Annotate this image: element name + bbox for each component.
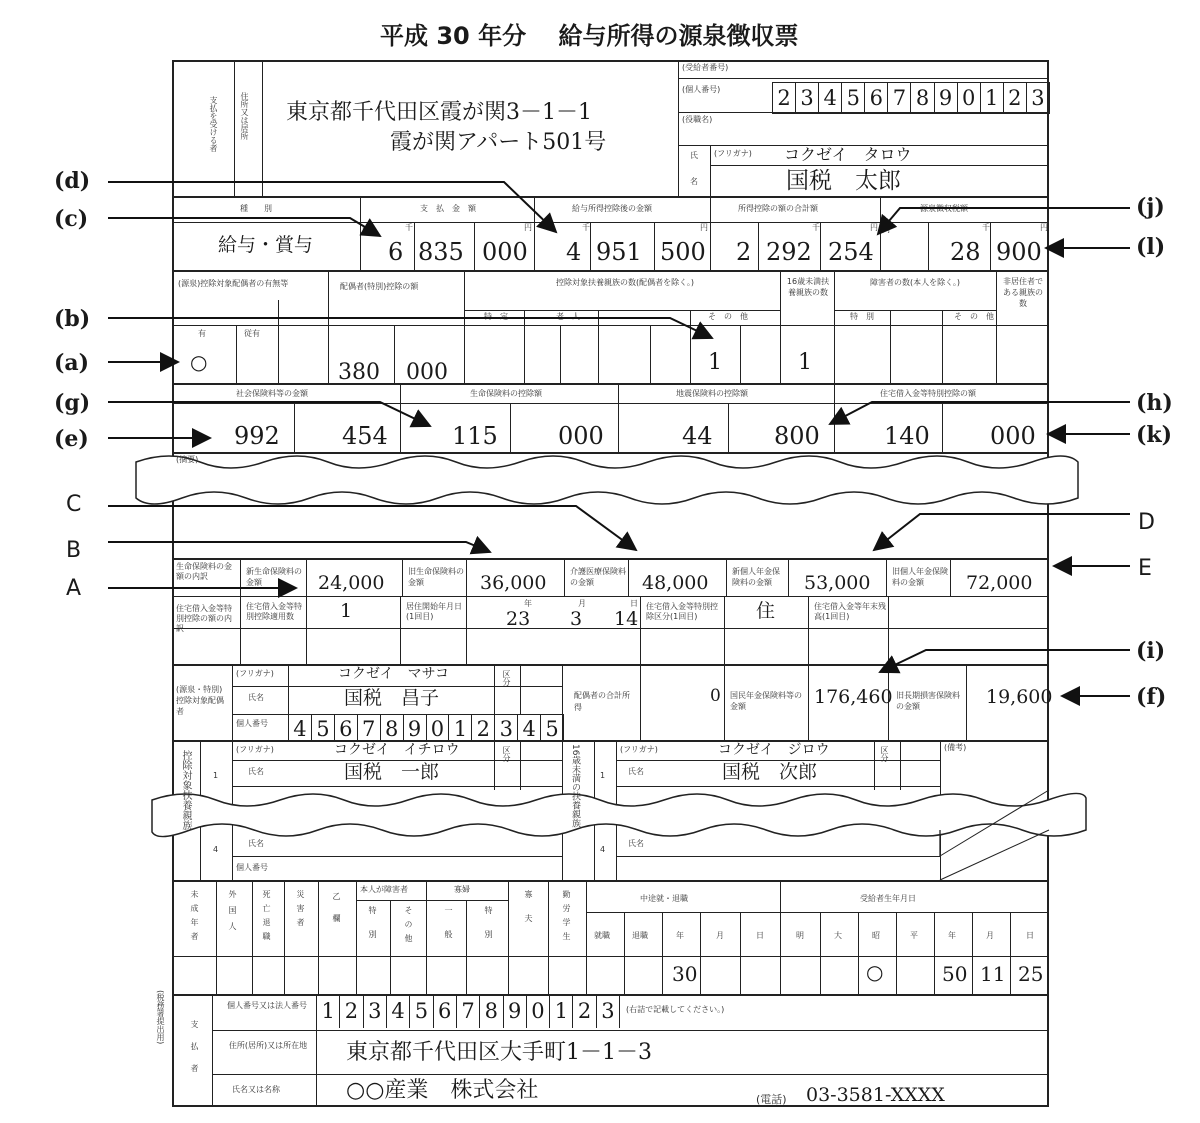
- inner-label-2: 内: [882, 225, 890, 234]
- payer-number-digit: 3: [364, 996, 387, 1028]
- foreigner-label: 外国人: [228, 890, 237, 938]
- old-life-label: 旧生命保険料の金額: [408, 567, 464, 587]
- marker-f: (f): [1136, 684, 1167, 710]
- mid-nen-label: 年: [676, 931, 684, 940]
- spouse-number-digit: 5: [545, 717, 559, 741]
- recipient-number-digit: 4: [819, 83, 842, 113]
- marker-h: (h): [1136, 390, 1173, 416]
- payer-number-digit: 7: [457, 996, 480, 1028]
- recipient-number-digit: 2: [773, 83, 796, 113]
- yen-label-4: 円: [1040, 223, 1048, 232]
- spouse-income: 0: [710, 686, 721, 706]
- other-disabled-label: そ の 他: [954, 312, 994, 321]
- type-header: 種 別: [240, 204, 272, 213]
- payer-name-label: 氏名又は名称: [232, 1085, 280, 1094]
- payer-number-note: (右詰で記載してください。): [626, 1005, 725, 1014]
- address-label: 住所又は居所: [240, 92, 249, 140]
- u16-name: 国税 次郎: [722, 761, 818, 783]
- yakushoku-label: (役職名): [682, 115, 713, 124]
- dep1-furigana-label: (フリガナ): [236, 745, 274, 754]
- earthquake-insurance-label: 地震保険料の控除額: [676, 389, 748, 398]
- deduct-units: 254: [828, 238, 874, 266]
- recipient-number-digit: 0: [958, 83, 981, 113]
- care-label: 介護医療保険料の金額: [570, 567, 626, 587]
- dep4-index: 4: [213, 845, 219, 854]
- earthquake-thousands: 44: [682, 422, 713, 450]
- birth-nen-label: 年: [948, 931, 956, 940]
- birth-hi-label: 日: [1026, 931, 1034, 940]
- spouse-deduction-units: 000: [406, 360, 448, 385]
- widow-label: 寡婦: [454, 885, 470, 894]
- marker-i: (i): [1136, 638, 1166, 664]
- marker-b: (b): [54, 306, 91, 332]
- payer-number-digit: 1: [550, 996, 573, 1028]
- payer-number-digit: 8: [480, 996, 503, 1028]
- payer-number-digit: 2: [573, 996, 596, 1028]
- dep1-furigana: コクゼイ イチロウ: [334, 742, 460, 758]
- form-title: 平成 30 年分 給与所得の源泉徴収票: [380, 22, 799, 50]
- after-units: 500: [660, 238, 706, 266]
- dependent-section-label: 控除対象扶養親族: [180, 750, 191, 830]
- general-label: 一般: [444, 906, 453, 954]
- dep1-name-label: 氏名: [248, 767, 264, 776]
- kojin-label: (個人番号): [682, 85, 721, 94]
- spouse-name: 国税 昌子: [344, 687, 440, 709]
- new-pension-label: 新個人年金保険料の金額: [732, 567, 780, 587]
- recipient-number-digit: 3: [1031, 86, 1045, 110]
- payment-millions: 6: [388, 238, 404, 266]
- tekiyo-label: (摘要): [176, 455, 199, 464]
- spouse-number-digit: 2: [472, 714, 495, 740]
- spouse-section-label: (源泉・特別)控除対象配偶者: [176, 685, 224, 716]
- recipient-number-digit: 2: [1004, 83, 1027, 113]
- spouse-number-digit: 4: [518, 714, 541, 740]
- yen-label-3: 円: [870, 223, 878, 232]
- social-insurance-units: 454: [342, 422, 388, 450]
- special-disabled-label: 特 別: [850, 312, 874, 321]
- payer-number-digit: 1: [317, 996, 340, 1028]
- housing-units: 000: [990, 422, 1036, 450]
- arrow-j: [878, 208, 1130, 234]
- after-deduction-header: 給与所得控除後の金額: [572, 204, 652, 213]
- old-life-amount: 36,000: [480, 572, 547, 594]
- midyear-year: 30: [672, 962, 698, 986]
- yen-label: 円: [524, 223, 532, 232]
- heisei-label: 平: [910, 931, 918, 940]
- recipient-number-digit: 5: [842, 83, 865, 113]
- housing-balance-label: 住宅借入金等年末残高(1回目): [814, 602, 886, 621]
- spouse-number-digit: 0: [427, 714, 450, 740]
- life-insurance-units: 000: [558, 422, 604, 450]
- spouse-furigana: コクゼイ マサコ: [338, 666, 450, 682]
- spouse-number-digit: 9: [404, 714, 427, 740]
- payee-label: 支払を受ける者: [209, 96, 218, 152]
- marker-l: (l): [1136, 234, 1166, 260]
- tsuki-label: 月: [578, 599, 586, 608]
- arrow-D: [874, 514, 1130, 550]
- tax-header: 源泉徴収税額: [920, 204, 968, 213]
- midyear-label: 中途就・退職: [640, 894, 688, 903]
- after-thousands: 951: [596, 238, 642, 266]
- mid-tsuki-label: 月: [716, 931, 724, 940]
- spouse-deduction-thousands: 380: [338, 360, 380, 385]
- life-insurance-thousands: 115: [452, 422, 498, 450]
- jukyusha-label: (受給者番号): [682, 63, 729, 72]
- death-label: 死亡退職: [262, 890, 271, 946]
- arrow-d: [108, 182, 556, 232]
- minor-label: 未成年者: [190, 890, 199, 946]
- furigana-label: (フリガナ): [714, 149, 752, 158]
- spouse-name-label: 氏名: [248, 693, 264, 702]
- move-in-label: 居住開始年月日(1回目): [406, 602, 462, 621]
- recipient-address-2: 霞が関アパート501号: [390, 130, 607, 155]
- special-status-label: 特別: [368, 906, 377, 954]
- arrow-c: [108, 218, 380, 236]
- recipient-number-digit: 3: [796, 83, 819, 113]
- social-insurance-thousands: 992: [234, 422, 280, 450]
- biko-label: (備考): [944, 743, 967, 752]
- special2-label: 特別: [484, 906, 493, 954]
- birth-tsuki-label: 月: [986, 931, 994, 940]
- payer-number-label: 個人番号又は法人番号: [227, 1001, 307, 1010]
- tax-units: 900: [996, 238, 1042, 266]
- birth-label: 受給者生年月日: [860, 894, 916, 903]
- marker-E: E: [1138, 556, 1152, 581]
- payer-tel-label: (電話): [756, 1093, 787, 1106]
- yen-label-2: 円: [700, 223, 708, 232]
- payer-number-digit: 5: [410, 996, 433, 1028]
- hi-label: 日: [630, 599, 638, 608]
- old-pension-amount: 72,000: [966, 572, 1033, 594]
- marker-D: D: [1138, 510, 1155, 535]
- marker-j: (j): [1136, 194, 1165, 220]
- after-millions: 4: [566, 238, 582, 266]
- dep1-index: 1: [213, 771, 219, 780]
- self-disabled-label: 本人が障害者: [360, 885, 408, 894]
- old-longterm-amount: 19,600: [986, 686, 1053, 708]
- arrow-g: [108, 402, 430, 426]
- arrow-h: [830, 402, 1130, 424]
- under16-section-label: 16歳未満の扶養親族: [570, 744, 580, 828]
- earthquake-units: 800: [774, 422, 820, 450]
- payer-number-digit: 6: [434, 996, 457, 1028]
- inner-label: 内: [362, 225, 370, 234]
- marker-a: (a): [54, 350, 90, 376]
- new-pension-amount: 53,000: [804, 572, 871, 594]
- deduct-millions: 2: [736, 238, 752, 266]
- spouse-number-digit: 5: [312, 714, 335, 740]
- payment-thousands: 835: [418, 238, 464, 266]
- payer-address-label: 住所(居所)又は所在地: [228, 1041, 308, 1050]
- life-breakdown-label: 生命保険料の金額の内訳: [176, 562, 232, 581]
- housing-breakdown-label: 住宅借入金等特別控除の額の内訳: [176, 604, 232, 633]
- sen-label: 千: [405, 223, 413, 232]
- payer-address: 東京都千代田区大手町1－1－3: [346, 1040, 652, 1065]
- payer-number-digit: 9: [504, 996, 527, 1028]
- spouse-number-digit: 8: [381, 714, 404, 740]
- nonresident-label: 非居住者である親族の数: [1003, 277, 1043, 308]
- marker-d: (d): [54, 168, 91, 194]
- recipient-number-digit: 1: [981, 83, 1004, 113]
- income-type: 給与・賞与: [218, 234, 314, 256]
- showa-label: 昭: [872, 931, 880, 940]
- recipient-number-digit: 7: [888, 83, 911, 113]
- arrow-C: [108, 506, 636, 550]
- marker-C: C: [66, 492, 82, 517]
- recipient-furigana: コクゼイ タロウ: [784, 145, 912, 164]
- national-pension-amount: 176,460: [814, 686, 893, 708]
- recipient-number-digit: 9: [935, 83, 958, 113]
- arrow-b: [108, 318, 712, 338]
- spouse-number-digit: 6: [335, 714, 358, 740]
- new-life-amount: 24,000: [318, 572, 385, 594]
- housing-kubun-label: 住宅借入金等特別控除区分(1回目): [646, 602, 718, 621]
- spouse-presence-label: (源泉)控除対象配偶者の有無等: [178, 279, 289, 288]
- u16-name-label-4: 氏名: [628, 839, 644, 848]
- u16-name-label: 氏名: [628, 767, 644, 776]
- marker-g: (g): [54, 390, 91, 416]
- taisho-label: 大: [834, 931, 842, 940]
- marker-k: (k): [1136, 422, 1173, 448]
- u16-index: 1: [600, 771, 606, 780]
- move-in-day: 14: [614, 608, 639, 630]
- payer-name: ○○産業 株式会社: [346, 1078, 539, 1103]
- payer-tel: 03-3581-XXXX: [806, 1084, 945, 1106]
- other-status-label: その他: [404, 906, 413, 948]
- special-label: 特 定: [484, 312, 508, 321]
- u16-kubun-label: 区分: [880, 746, 889, 762]
- move-in-month: 3: [570, 608, 583, 630]
- under16-count: 1: [798, 350, 812, 375]
- old-label: 従有: [244, 329, 260, 338]
- dep1-kubun-label: 区分: [502, 746, 511, 762]
- spouse-number-label: 個人番号: [236, 719, 268, 728]
- arrow-B: [108, 542, 490, 552]
- social-insurance-label: 社会保険料等の金額: [236, 389, 308, 398]
- housing-count-label: 住宅借入金等特別控除適用数: [246, 602, 302, 621]
- life-insurance-label: 生命保険料の控除額: [470, 389, 542, 398]
- spouse-income-label: 配偶者の合計所得: [574, 691, 630, 712]
- student-label: 勤労学生: [562, 890, 571, 946]
- national-pension-label: 国民年金保険料等の金額: [730, 691, 802, 711]
- care-amount: 48,000: [642, 572, 709, 594]
- spouse-number-digit: 1: [449, 714, 472, 740]
- under16-label: 16歳未満扶養親族の数: [786, 277, 830, 297]
- sen-label-2: 千: [582, 223, 590, 232]
- other-dep-label: そ の 他: [708, 312, 748, 321]
- shushoku-label: 就職: [594, 931, 610, 940]
- other-dependents-count: 1: [708, 350, 722, 375]
- spouse-special-label: 配偶者(特別)控除の額: [340, 282, 419, 291]
- sen-label-3: 千: [812, 223, 820, 232]
- spouse-number-digit: 3: [495, 714, 518, 740]
- payment-header: 支 払 金 額: [420, 204, 476, 213]
- payer-side-note: (税務署提出用): [156, 990, 165, 1045]
- recipient-number-digit: 6: [865, 83, 888, 113]
- dep4-number-label: 個人番号: [236, 863, 268, 872]
- u16-index-4: 4: [600, 845, 606, 854]
- arrow-i: [880, 650, 1130, 672]
- u16-furigana-label: (フリガナ): [620, 745, 658, 754]
- marker-c: (c): [54, 206, 89, 232]
- housing-count: 1: [340, 600, 353, 622]
- spouse-furigana-label: (フリガナ): [236, 669, 274, 678]
- payer-number-digit: 2: [340, 996, 363, 1028]
- disabled-label: 障害者の数(本人を除く。): [869, 278, 961, 287]
- housing-thousands: 140: [884, 422, 930, 450]
- birth-month: 11: [980, 962, 1006, 986]
- u16-furigana: コクゼイ ジロウ: [718, 742, 830, 758]
- housing-kubun: 住: [756, 600, 776, 622]
- mei-label: 名: [690, 177, 698, 186]
- old-dep-label: 老 人: [556, 312, 580, 321]
- spouse-circle: ○: [190, 350, 208, 374]
- marker-A: A: [66, 576, 82, 601]
- shi-label: 氏: [690, 151, 698, 160]
- disaster-label: 災害者: [296, 890, 305, 932]
- meiji-label: 明: [796, 931, 804, 940]
- dep1-name: 国税 一郎: [344, 761, 440, 783]
- has-label: 有: [198, 329, 206, 338]
- marker-B: B: [66, 538, 82, 563]
- recipient-address-1: 東京都千代田区霞が関3－1－1: [286, 100, 592, 125]
- tax-thousands: 28: [950, 238, 981, 266]
- showa-circle: ○: [866, 960, 884, 984]
- payer-number-digit: 0: [527, 996, 550, 1028]
- otsu-label: 乙欄: [332, 892, 341, 936]
- old-pension-label: 旧個人年金保険料の金額: [892, 567, 948, 587]
- recipient-number-digit: 8: [911, 83, 934, 113]
- old-longterm-label: 旧長期損害保険料の金額: [896, 691, 960, 711]
- payment-units: 000: [482, 238, 528, 266]
- spouse-kubun-label: 区分: [502, 670, 511, 686]
- birth-day: 25: [1018, 962, 1044, 986]
- spouse-number-digit: 7: [358, 714, 381, 740]
- taishoku-label: 退職: [632, 931, 648, 940]
- new-life-label: 新生命保険料の金額: [246, 567, 302, 587]
- deduct-thousands: 292: [766, 238, 812, 266]
- sen-label-4: 千: [982, 223, 990, 232]
- marker-e: (e): [54, 426, 89, 452]
- birth-year: 50: [942, 962, 968, 986]
- dep-count-label: 控除対象扶養親族の数(配偶者を除く。): [555, 278, 695, 287]
- payer-number-digit: 3: [601, 999, 615, 1023]
- move-in-year: 23: [506, 608, 531, 630]
- recipient-name: 国税 太郎: [786, 168, 901, 194]
- mid-hi-label: 日: [756, 931, 764, 940]
- payer-label: 支払者: [190, 1020, 199, 1086]
- nen-label: 年: [524, 599, 532, 608]
- dep4-name-label: 氏名: [248, 839, 264, 848]
- spouse-number-digit: 4: [289, 714, 312, 740]
- housing-deduction-label: 住宅借入金等特別控除の額: [880, 389, 976, 398]
- payer-number-digit: 4: [387, 996, 410, 1028]
- widower-label: 寡夫: [524, 890, 533, 938]
- total-deduction-header: 所得控除の額の合計額: [738, 204, 818, 213]
